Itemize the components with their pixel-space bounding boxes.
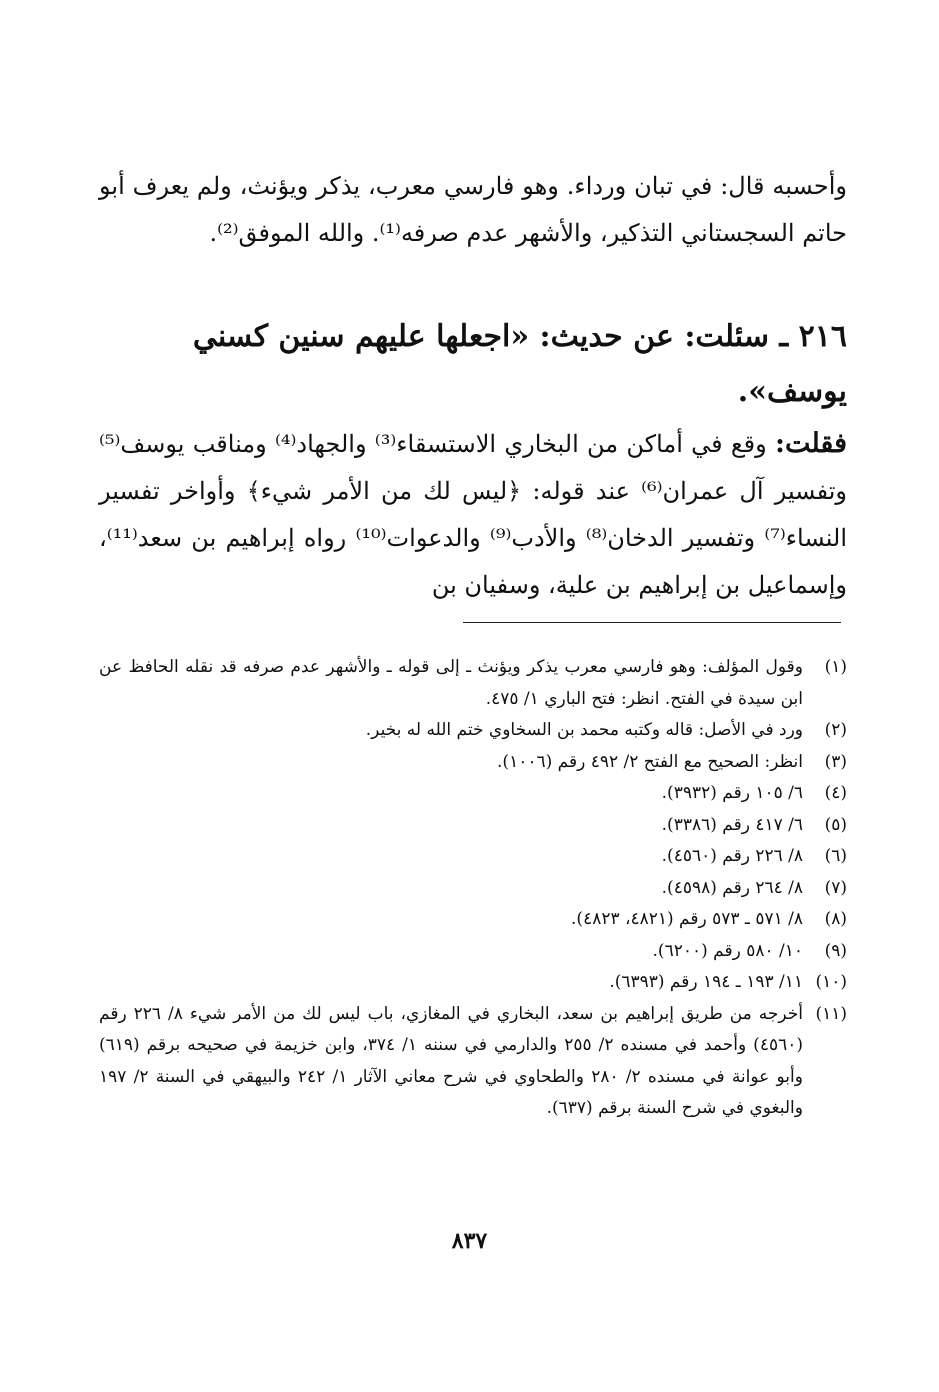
footnote bbox=[99, 652, 847, 715]
footnote bbox=[99, 810, 847, 842]
footnote-text: ٨/ ٥٧١ ـ ٥٧٣ رقم (٤٨٢١، ٤٨٢٣). bbox=[571, 909, 803, 929]
footnote bbox=[99, 747, 847, 779]
footnote-text: وقول المؤلف: وهو فارسي معرب يذكر ويؤنث ـ إلى قوله ـ والأشهر عدم صرفه قد نقله الحافظ عن ابن سيدة في الفتح. انظر: فتح الباري ١/ ٤٧٥. bbox=[99, 657, 803, 709]
footnote-number: (٧) bbox=[824, 877, 847, 898]
footnote-number: (٥) bbox=[824, 814, 847, 835]
page-number: ٨٣٧ bbox=[451, 1228, 488, 1254]
answer-lead-word: فقلت: bbox=[775, 428, 847, 459]
footnote bbox=[99, 936, 847, 968]
footnote-number: (٨) bbox=[824, 909, 847, 929]
paragraph-continuation: وأحسبه قال: في تبان ورداء. وهو فارسي معرب، يذكر ويؤنث، ولم يعرف أبو حاتم السجستاني التذكير، والأشهر عدم صرفه⁽¹⁾. والله الموفق⁽²⁾. bbox=[99, 172, 847, 247]
footnote-divider bbox=[463, 622, 841, 623]
footnote-number: (٤) bbox=[824, 783, 847, 803]
footnote bbox=[99, 904, 847, 936]
answer-text: وقع في أماكن من البخاري الاستسقاء⁽³⁾ والجهاد⁽⁴⁾ ومناقب يوسف⁽⁵⁾ وتفسير آل عمران⁽⁶⁾ عند قوله: ﴿ليس لك من الأمر شيء﴾ وأواخر تفسير النساء⁽⁷⁾ وتفسير الدخان⁽⁸⁾ والأدب⁽⁹⁾ والدعوات⁽¹⁰⁾ رواه إبراهيم بن سعد⁽¹¹⁾، وإسماعيل بن إبراهيم بن علية، وسفيان بن bbox=[99, 430, 848, 599]
footnote-number: (٩) bbox=[824, 940, 847, 961]
footnote bbox=[99, 967, 847, 999]
footnote-number: (١) bbox=[824, 657, 847, 677]
footnote-text: ١٠/ ٥٨٠ رقم (٦٢٠٠). bbox=[652, 940, 803, 961]
footnote bbox=[99, 873, 847, 905]
footnote-text: انظر: الصحيح مع الفتح ٢/ ٤٩٢ رقم (١٠٠٦). bbox=[497, 751, 803, 772]
footnote-number: (١١) bbox=[815, 1003, 847, 1024]
footnote-number: (٢) bbox=[824, 720, 847, 740]
footnote-number: (٦) bbox=[824, 846, 847, 866]
footnote bbox=[99, 715, 847, 747]
footnote bbox=[99, 778, 847, 810]
footnote-text: ٨/ ٢٦٤ رقم (٤٥٩٨). bbox=[661, 877, 803, 898]
footnote-number: (١٠) bbox=[815, 972, 847, 992]
answer-paragraph bbox=[99, 420, 847, 609]
footnote-text: ٦/ ١٠٥ رقم (٣٩٣٢). bbox=[661, 783, 803, 803]
footnote-text: ١١/ ١٩٣ ـ ١٩٤ رقم (٦٣٩٣). bbox=[609, 972, 803, 992]
footnote-text: ٦/ ٤١٧ رقم (٣٣٨٦). bbox=[661, 814, 803, 835]
footnote bbox=[99, 999, 847, 1125]
footnote-number: (٣) bbox=[824, 751, 847, 772]
question-heading: ٢١٦ ـ سئلت: عن حديث: «اجعلها عليهم سنين كسني يوسف». bbox=[192, 319, 847, 409]
footnote-text: أخرجه من طريق إبراهيم بن سعد، البخاري في المغازي، باب ليس لك من الأمر شيء ٨/ ٢٢٦ رقم (٤٥٦٠) وأحمد في مسنده ٢/ ٢٥٥ والدارمي في سننه ١/ ٣٧٤، وابن خزيمة في صحيحه برقم (٦١٩) وأبو عوانة في مسنده ٢/ ٢٨٠ والطحاوي في شرح معاني الآثار ١/ ٢٤٢ والبيهقي في السنة ٢/ ١٩٧ والبغوي في شرح السنة برقم (٦٣٧). bbox=[99, 1003, 803, 1118]
footnotes-list bbox=[99, 652, 847, 1125]
footnote-text: ورد في الأصل: قاله وكتبه محمد بن السخاوي ختم الله له بخير. bbox=[365, 720, 803, 740]
footnote bbox=[99, 841, 847, 873]
footnote-text: ٨/ ٢٢٦ رقم (٤٥٦٠). bbox=[661, 846, 803, 866]
